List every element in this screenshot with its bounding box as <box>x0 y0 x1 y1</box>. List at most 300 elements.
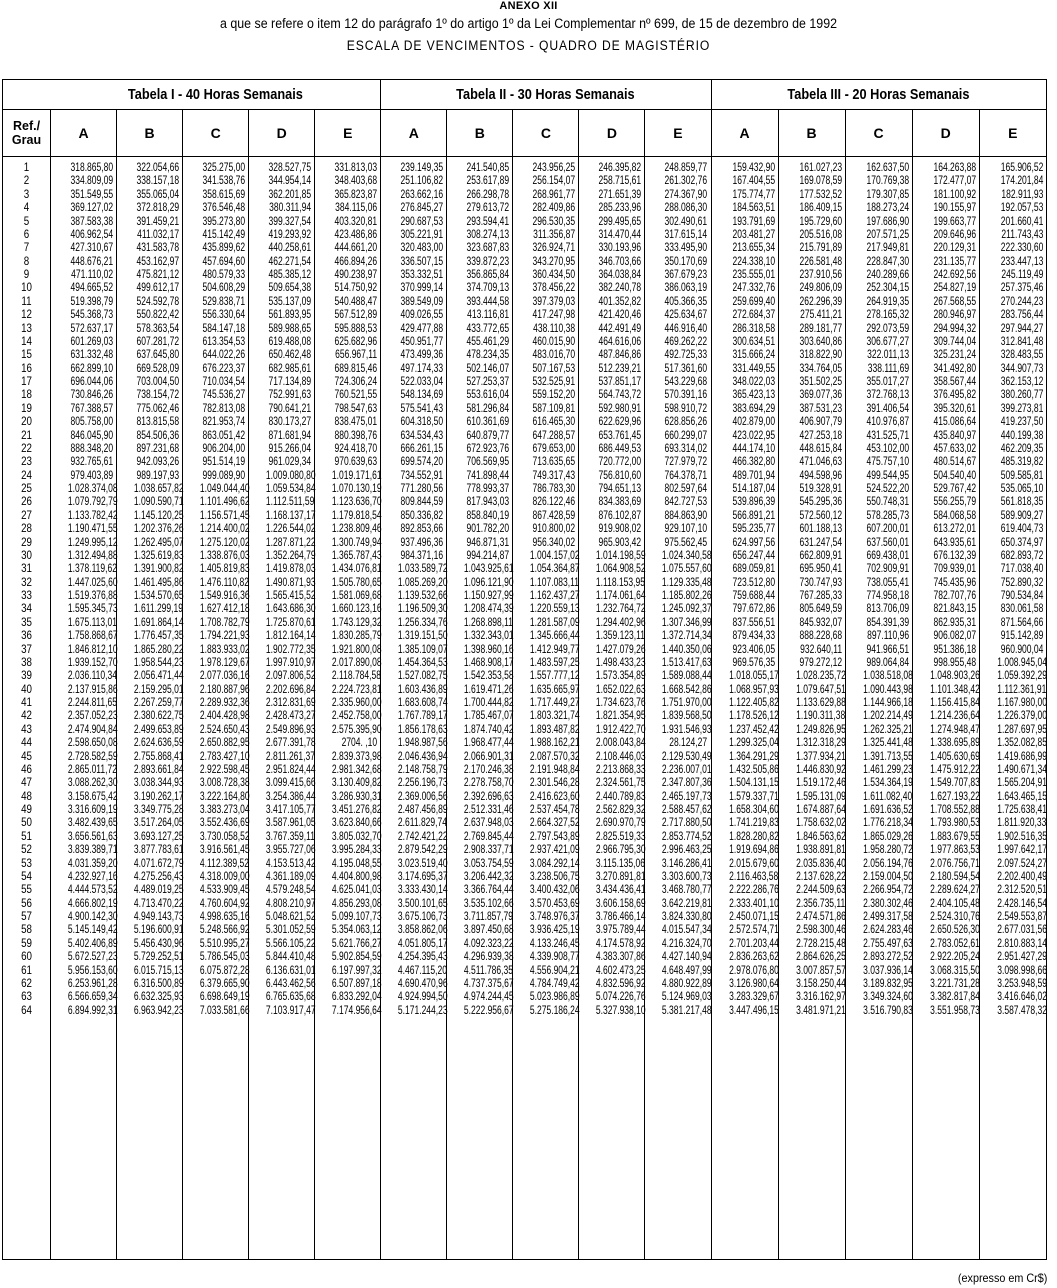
table-cell: 1.028.374,08 <box>67 483 118 495</box>
table-cell: 1.603.436,89 <box>398 683 448 696</box>
table-cell: 1.542.353,58 <box>464 670 514 683</box>
table-cell: 374.709,13 <box>466 282 510 295</box>
table-cell: 425.634,67 <box>664 309 708 322</box>
table-cell: 2.170.246,38 <box>464 763 514 776</box>
table-cell: 696.044,06 <box>70 376 114 388</box>
table-cell: 406.907,79 <box>799 416 842 429</box>
table-cell: 360.434,50 <box>532 269 576 281</box>
table-cell: 550.748,31 <box>866 496 909 509</box>
table-cell: 233.447,13 <box>1000 255 1044 268</box>
table-cell: 798.547,63 <box>334 402 378 415</box>
table-cell: 1.054.364,87 <box>530 563 580 576</box>
table-cell: 325.231,24 <box>933 349 976 362</box>
table-cell: 581.296,84 <box>466 402 510 415</box>
table-cell: 998.955,48 <box>933 656 976 669</box>
table-cell: 1.312.494,88 <box>67 549 118 562</box>
table-cell: 686.449,53 <box>598 442 642 455</box>
table-cell: 4.856.293,08 <box>332 897 382 910</box>
table-cell: 3.656.561,63 <box>67 830 118 843</box>
table-cell: 469.262,22 <box>664 335 708 348</box>
table-cell: 1.145.120,25 <box>133 509 184 522</box>
table-cell: 203.481,27 <box>731 228 775 241</box>
table-cell: 2.769.845,44 <box>464 830 514 843</box>
table-cell: 662.899,10 <box>70 362 114 375</box>
table-cell: 326.924,71 <box>532 242 576 255</box>
table-cell: 4.051.805,17 <box>398 937 448 950</box>
table-cell: 2.562.829,32 <box>596 804 647 816</box>
table-cell: 292.073,59 <box>866 322 909 335</box>
table-cell: 710.034,54 <box>202 376 246 388</box>
table-cell: 6.507.897,18 <box>332 977 382 990</box>
table-cell: 5.048.621,52 <box>266 911 316 923</box>
table-cell: 358.615,69 <box>202 188 246 201</box>
table-cell: 932.640,11 <box>799 643 842 656</box>
table-cell: 3.693.127,25 <box>133 830 184 843</box>
ref-grau-cell: 34 <box>21 603 32 616</box>
table-cell: 2.537.454,78 <box>530 804 580 816</box>
table-cell: 1.345.666,44 <box>530 630 580 643</box>
table-cell: 270.244,23 <box>1000 295 1044 308</box>
table-cell: 1.931.546,93 <box>662 723 713 736</box>
table-cell: 278.165,32 <box>866 309 909 322</box>
table-cell: 1.391.900,82 <box>133 563 184 576</box>
table-cell: 276.845,27 <box>400 202 444 215</box>
table-cell: 6.015.715,13 <box>133 964 184 977</box>
table-cell: 527.253,37 <box>466 376 510 388</box>
table-cell: 1.958.544,23 <box>133 656 184 669</box>
table-cell: 867.428,59 <box>532 509 576 522</box>
table-cell: 438.110,38 <box>533 322 576 335</box>
table-cell: 2.380.622,75 <box>133 710 184 723</box>
table-cell: 637.645,80 <box>136 349 180 362</box>
table-cell: 1.643.465,15 <box>996 790 1047 803</box>
table-cell: 2.404.105,48 <box>929 897 980 910</box>
table-cell: 351.549,55 <box>70 188 114 201</box>
table-cell: 380.260,77 <box>1000 389 1044 402</box>
table-cell: 2.951.824,44 <box>266 763 316 776</box>
table-cell: 937.496,36 <box>400 536 444 549</box>
table-cell: 1.519.172,46 <box>795 777 846 790</box>
table-cell: 186.409,15 <box>799 202 842 215</box>
group-header-row <box>3 80 1047 110</box>
table-cell: 4.832.596,92 <box>596 977 647 990</box>
ref-grau-cell: 9 <box>23 269 30 281</box>
table-cell: 884.863,90 <box>664 509 708 522</box>
column-header: C <box>513 110 579 157</box>
table-cell: 703.004,50 <box>136 376 180 388</box>
table-cell: 1.902.516,35 <box>996 830 1047 843</box>
ref-grau-cell: 46 <box>21 763 32 776</box>
ref-grau-cell: 49 <box>21 804 32 816</box>
table-cell: 2.015.679,60 <box>728 857 779 870</box>
table-cell: 512.239,21 <box>598 362 642 375</box>
table-cell: 717.134,89 <box>268 376 312 388</box>
ref-grau-cell: 37 <box>21 643 32 656</box>
table-cell: 604.318,50 <box>400 416 444 429</box>
table-cell: 813.706,09 <box>866 603 909 616</box>
table-cell: 834.383,69 <box>598 496 642 509</box>
table-cell: 5.672.527,23 <box>67 951 118 964</box>
table-cell: 1.190.311,38 <box>795 710 845 723</box>
table-cell: 2.035.836,40 <box>795 857 846 870</box>
table-cell: 1.008.945,04 <box>996 656 1047 669</box>
table-cell: 572.560,12 <box>799 509 842 522</box>
table-cell: 1.427.079,26 <box>596 643 647 656</box>
table-cell: 4.808.210,97 <box>266 897 316 910</box>
table-cell: 4.760.604,92 <box>200 897 250 910</box>
table-cell: 550.822,42 <box>136 309 180 322</box>
table-cell: 376.495,82 <box>933 389 976 402</box>
table-cell: 331.813,03 <box>334 162 378 174</box>
table-cell: 5.456.430,96 <box>133 937 184 950</box>
table-cell: 1.208.474,39 <box>464 603 514 616</box>
table-cell: 4.339.908,77 <box>530 951 580 964</box>
table-cell: 4.602.473,25 <box>596 964 647 977</box>
table-cell: 3.130.409,82 <box>332 777 382 790</box>
table-cell: 1.758.868,67 <box>67 630 118 643</box>
table-cell: 1.226.544,02 <box>266 523 316 536</box>
table-cell: 1.319.151,50 <box>398 630 448 643</box>
table-cell: 738.055,41 <box>866 576 909 589</box>
table-cell: 4.533.909,45 <box>200 884 250 897</box>
table-cell: 1.262.325,21 <box>862 723 913 736</box>
table-cell: 5.196.600,91 <box>133 924 184 937</box>
table-cell: 6.833.292,04 <box>332 991 382 1004</box>
table-cell: 1.498.433,23 <box>596 656 647 669</box>
table-cell: 1.325.619,83 <box>133 549 184 562</box>
table-cell: 2.755.497,63 <box>862 937 913 950</box>
table-cell: 1.174.061,64 <box>596 590 647 602</box>
bottom-cell <box>711 1257 778 1260</box>
table-cell: 395.320,61 <box>933 402 976 415</box>
table-cell: 4.880.922,89 <box>662 977 713 990</box>
table-cell: 355.017,27 <box>866 376 909 388</box>
ref-grau-header: Ref./ Grau <box>3 110 51 157</box>
ref-grau-cell: 59 <box>21 937 32 950</box>
table-cell: 1.377.934,21 <box>795 750 846 763</box>
bottom-cell <box>447 1257 513 1260</box>
table-cell: 598.910,72 <box>664 402 708 415</box>
table-cell: 2.922.205,24 <box>929 951 980 964</box>
table-cell: 2.289.932,36 <box>200 697 250 709</box>
table-cell: 2.289.624,27 <box>929 884 980 897</box>
table-cell: 619.404,73 <box>1000 523 1044 536</box>
table-cell: 2.312.520,51 <box>996 884 1047 897</box>
table-cell: 879.434,33 <box>731 630 775 643</box>
table-cell: 584.068,58 <box>933 509 976 522</box>
value-column <box>117 157 183 1258</box>
table-cell: 328.483,55 <box>1000 349 1044 362</box>
table-cell: 3.416.646,02 <box>996 991 1047 1004</box>
table-cell: 406.962,54 <box>70 228 114 241</box>
table-cell: 4.489.019,25 <box>133 884 184 897</box>
table-cell: 338.111,69 <box>867 362 909 375</box>
table-cell: 423.486,86 <box>334 228 378 241</box>
table-cell: 2.180.594,54 <box>929 870 980 883</box>
column-header: A <box>381 110 447 157</box>
table-cell: 1.059.534,84 <box>266 483 316 495</box>
table-cell: 2.452.758,00 <box>332 710 382 723</box>
table-cell: 2.797.543,89 <box>530 830 580 843</box>
table-cell: 2.879.542,29 <box>398 844 448 857</box>
table-cell: 2.116.463,58 <box>728 870 778 883</box>
table-cell: 3.877.783,61 <box>133 844 184 857</box>
table-cell: 294.994,32 <box>933 322 976 335</box>
table-cell: 1.085.269,20 <box>398 576 448 589</box>
table-cell: 3.383.273,04 <box>200 804 250 816</box>
table-cell: 197.686,90 <box>866 215 909 228</box>
ref-grau-cell: 5 <box>23 215 30 228</box>
table-cell: 261.302,76 <box>664 175 708 188</box>
table-cell: 767.388,57 <box>70 402 114 415</box>
table-cell: 2.224.723,81 <box>332 683 382 696</box>
table-cell: 339.872,23 <box>466 255 510 268</box>
table-cell: 2.524.650,43 <box>200 723 250 736</box>
table-cell: 2.256.196,73 <box>398 777 448 790</box>
value-column <box>711 157 778 1258</box>
table-cell: 650.462,48 <box>268 349 312 362</box>
table-cell: 353.332,51 <box>400 269 444 281</box>
table-cell: 1.751.970,00 <box>662 697 713 709</box>
table-cell: 3.158.675,42 <box>67 790 118 803</box>
table-cell: 2.524.310,76 <box>929 911 980 923</box>
table-cell: 453.102,00 <box>866 442 909 455</box>
table-cell: 2.356.735,11 <box>795 897 845 910</box>
table-cell: 802.597,64 <box>664 483 708 495</box>
table-cell: 3.955.727,06 <box>266 844 316 857</box>
table-cell: 1.821.354,95 <box>596 710 647 723</box>
table-cell: 1.611.082,40 <box>862 790 912 803</box>
table-cell: 3.451.276,82 <box>332 804 382 816</box>
table-cell: 2.017.890,08 <box>332 656 382 669</box>
table-cell: 578.363,54 <box>136 322 180 335</box>
table-cell: 211.743,43 <box>1001 228 1044 241</box>
ref-grau-cell: 56 <box>21 897 32 910</box>
table-cell: 322.054,66 <box>136 162 180 174</box>
table-cell: 969.576,35 <box>731 656 775 669</box>
column-header: A <box>51 110 117 157</box>
table-cell: 259.699,40 <box>731 295 775 308</box>
table-cell: 318.822,90 <box>799 349 842 362</box>
table-cell: 682.985,61 <box>268 362 312 375</box>
table-cell: 257.375,46 <box>1000 282 1044 295</box>
table-cell: 1.652.022,63 <box>596 683 647 696</box>
ref-grau-cell: 29 <box>21 536 32 549</box>
table-cell: 1.939.152,70 <box>67 656 118 669</box>
table-cell: 190.155,97 <box>933 202 976 215</box>
table-cell: 3.517.264,05 <box>133 817 184 830</box>
table-cell: 242.692,56 <box>933 269 976 281</box>
table-cell: 1.275.120,02 <box>200 536 250 549</box>
table-cell: 1.162.437,27 <box>530 590 580 602</box>
table-cell: 553.616,04 <box>466 389 510 402</box>
table-cell: 1.287.697,95 <box>996 723 1047 736</box>
table-cell: 159.432,90 <box>731 162 775 174</box>
table-cell: 256.154,07 <box>532 175 576 188</box>
table-cell: 5.381.217,48 <box>662 1004 713 1017</box>
table-cell: 3.482.439,65 <box>67 817 118 830</box>
table-cell: 504.608,29 <box>202 282 246 295</box>
table-cell: 975.562,45 <box>664 536 708 549</box>
table-cell: 4.737.375,67 <box>464 977 514 990</box>
table-cell: 1.557.777,12 <box>530 670 580 683</box>
table-cell: 243.956,25 <box>532 162 576 174</box>
table-cell: 717.038,40 <box>1000 563 1044 576</box>
table-cell: 2.312.831,69 <box>266 697 316 709</box>
table-cell: 1.476.110,82 <box>200 576 250 589</box>
table-cell: 2.624.283,46 <box>862 924 913 937</box>
table-cell: 263.662,16 <box>400 188 444 201</box>
table-cell: 915.266,04 <box>268 442 312 455</box>
table-cell: 290.687,53 <box>400 215 444 228</box>
table-cell: 423.022,95 <box>731 429 775 442</box>
table-cell: 1.412.949,77 <box>530 643 580 656</box>
table-cell: 2.202.696,84 <box>266 683 316 696</box>
table-cell: 351.502,25 <box>799 376 842 388</box>
table-cell: 1.238.809,46 <box>332 523 382 536</box>
table-cell: 2.598.650,08 <box>67 737 118 750</box>
table-cell: 322.011,13 <box>866 349 909 362</box>
table-cell: 3.253.948,59 <box>996 977 1047 990</box>
table-cell: 6.253.961,28 <box>67 977 118 990</box>
table-cell: 453.162,97 <box>136 255 180 268</box>
table-cell: 850.336,82 <box>400 509 444 522</box>
table-cell: 624.997,56 <box>731 536 775 549</box>
table-cell: 1.475.912,22 <box>929 763 980 776</box>
table-cell: 2.148.758,79 <box>398 763 448 776</box>
table-cell: 1.741.219,83 <box>728 817 779 830</box>
table-cell: 1.527.082,75 <box>398 670 448 683</box>
ref-grau-cell: 40 <box>21 683 32 696</box>
table-cell: 821.953,74 <box>202 416 246 429</box>
table-cell: 2.650.882,95 <box>200 737 250 750</box>
ref-grau-cell: 2 <box>23 175 30 188</box>
table-cell: 3.270.891,81 <box>596 870 647 883</box>
table-cell: 246.395,82 <box>598 162 642 174</box>
table-cell: 2.440.789,83 <box>596 790 647 803</box>
table-cell: 1.168.137,17 <box>266 509 316 522</box>
table-cell: 1.262.495,07 <box>133 536 184 549</box>
table-cell: 2.624.636,59 <box>133 737 184 750</box>
table-cell: 956.340,02 <box>532 536 576 549</box>
table-cell: 253.617,89 <box>466 175 510 188</box>
table-cell: 466.894,26 <box>334 255 378 268</box>
table-cell: 1.988.162,21 <box>530 737 580 750</box>
currency-note: (expresso em Cr$) <box>957 1271 1047 1285</box>
table-cell: 341.492,80 <box>933 362 976 375</box>
table-cell: 1.004.157,02 <box>530 549 580 562</box>
table-cell: 1.419.686,99 <box>996 750 1047 763</box>
table-cell: 1.096.121,90 <box>464 576 514 589</box>
table-cell: 1.038.518,08 <box>862 670 913 683</box>
table-cell: 689.815,46 <box>334 362 378 375</box>
table-cell: 529.838,71 <box>202 295 246 308</box>
table-cell: 1.419.878,03 <box>266 563 316 576</box>
table-cell: 2.690.970,79 <box>596 817 647 830</box>
table-cell: 492.725,33 <box>664 349 708 362</box>
table-cell: 3.516.790,83 <box>862 1004 913 1017</box>
table-cell: 369.127,02 <box>70 202 114 215</box>
table-cell: 5.510.995,27 <box>200 937 250 950</box>
table-cell: 5.621.766,27 <box>332 937 382 950</box>
table-cell: 1.033.589,72 <box>398 563 448 576</box>
table-cell: 386.063,19 <box>664 282 708 295</box>
column-header: B <box>778 110 845 157</box>
table-cell: 2.966.795,30 <box>596 844 647 857</box>
table-cell: 760.521,55 <box>334 389 378 402</box>
table-cell: 561.893,95 <box>268 309 312 322</box>
table-cell: 165.906,52 <box>1000 162 1044 174</box>
table-cell: 1.589.088,44 <box>662 670 713 683</box>
table-cell: 286.318,58 <box>731 322 775 335</box>
table-cell: 830.173,27 <box>268 416 312 429</box>
table-cell: 376.546,48 <box>202 202 246 215</box>
table-cell: 193.791,69 <box>731 215 775 228</box>
table-cell: 3.805.032,70 <box>332 830 382 843</box>
table-cell: 411.032,17 <box>137 228 180 241</box>
table-cell: 283.756,44 <box>1000 309 1044 322</box>
table-cell: 745.435,96 <box>933 576 976 589</box>
table-cell: 2.465.197,73 <box>662 790 713 803</box>
table-cell: 2.865.011,72 <box>67 763 118 776</box>
table-cell: 1.674.887,64 <box>795 804 846 816</box>
table-cell: 545.368,73 <box>70 309 114 322</box>
ref-grau-cell: 24 <box>21 469 32 482</box>
table-cell: 433.772,65 <box>466 322 510 335</box>
table-cell: 2.077.036,16 <box>200 670 250 683</box>
table-cell: 397.379,03 <box>532 295 576 308</box>
table-cell: 656.967,11 <box>335 349 378 362</box>
table-cell: 3.623.840,66 <box>332 817 382 830</box>
table-cell: 3.084.292,14 <box>530 857 580 870</box>
table-cell: 1.490.671,34 <box>996 763 1047 776</box>
table-cell: 334.809,09 <box>70 175 114 188</box>
table-cell: 175.774,77 <box>731 188 775 201</box>
table-cell: 303.640,86 <box>799 335 842 348</box>
annex-subtitle: a que se refere o item 12 do parágrafo 1º do artigo 1º da Lei Complementar nº 699, de 15 de dezembro de 1992 <box>219 16 838 31</box>
table-cell: 346.703,66 <box>598 255 642 268</box>
value-column <box>183 157 249 1258</box>
table-cell: 2.474.904,84 <box>67 723 118 736</box>
table-cell: 1.793.980,53 <box>929 817 980 830</box>
ref-grau-cell: 39 <box>21 670 32 683</box>
table-cell: 403.320,81 <box>334 215 378 228</box>
table-cell: 1.865.029,26 <box>862 830 913 843</box>
table-cell: 1.440.350,06 <box>662 643 713 656</box>
table-cell: 240.289,66 <box>866 269 909 281</box>
column-header: E <box>645 110 711 157</box>
table-cell: 4.031.359,20 <box>67 857 118 870</box>
table-cell: 1.660.123,16 <box>332 603 382 616</box>
table-cell: 1.079.792,79 <box>67 496 118 509</box>
table-cell: 226.581,48 <box>799 255 842 268</box>
table-cell: 540.488,47 <box>334 295 378 308</box>
table-cell: 311.356,87 <box>533 228 576 241</box>
table-cell: 679.653,00 <box>532 442 576 455</box>
table-cell: 3.316.609,19 <box>67 804 118 816</box>
table-cell: 647.288,57 <box>532 429 576 442</box>
table-cell: 863.051,42 <box>202 429 246 442</box>
table-cell: 730.747,93 <box>799 576 842 589</box>
table-cell: 1.190.471,55 <box>67 523 118 536</box>
table-cell: 364.038,84 <box>598 269 642 281</box>
ref-grau-cell: 38 <box>21 656 32 669</box>
column-header: B <box>117 110 183 157</box>
table-cell: 1.372.714,34 <box>662 630 713 643</box>
table-cell: 2.056.194,76 <box>862 857 913 870</box>
table-cell: 3.382.817,84 <box>929 991 980 1004</box>
table-cell: 4.174.578,92 <box>596 937 647 950</box>
